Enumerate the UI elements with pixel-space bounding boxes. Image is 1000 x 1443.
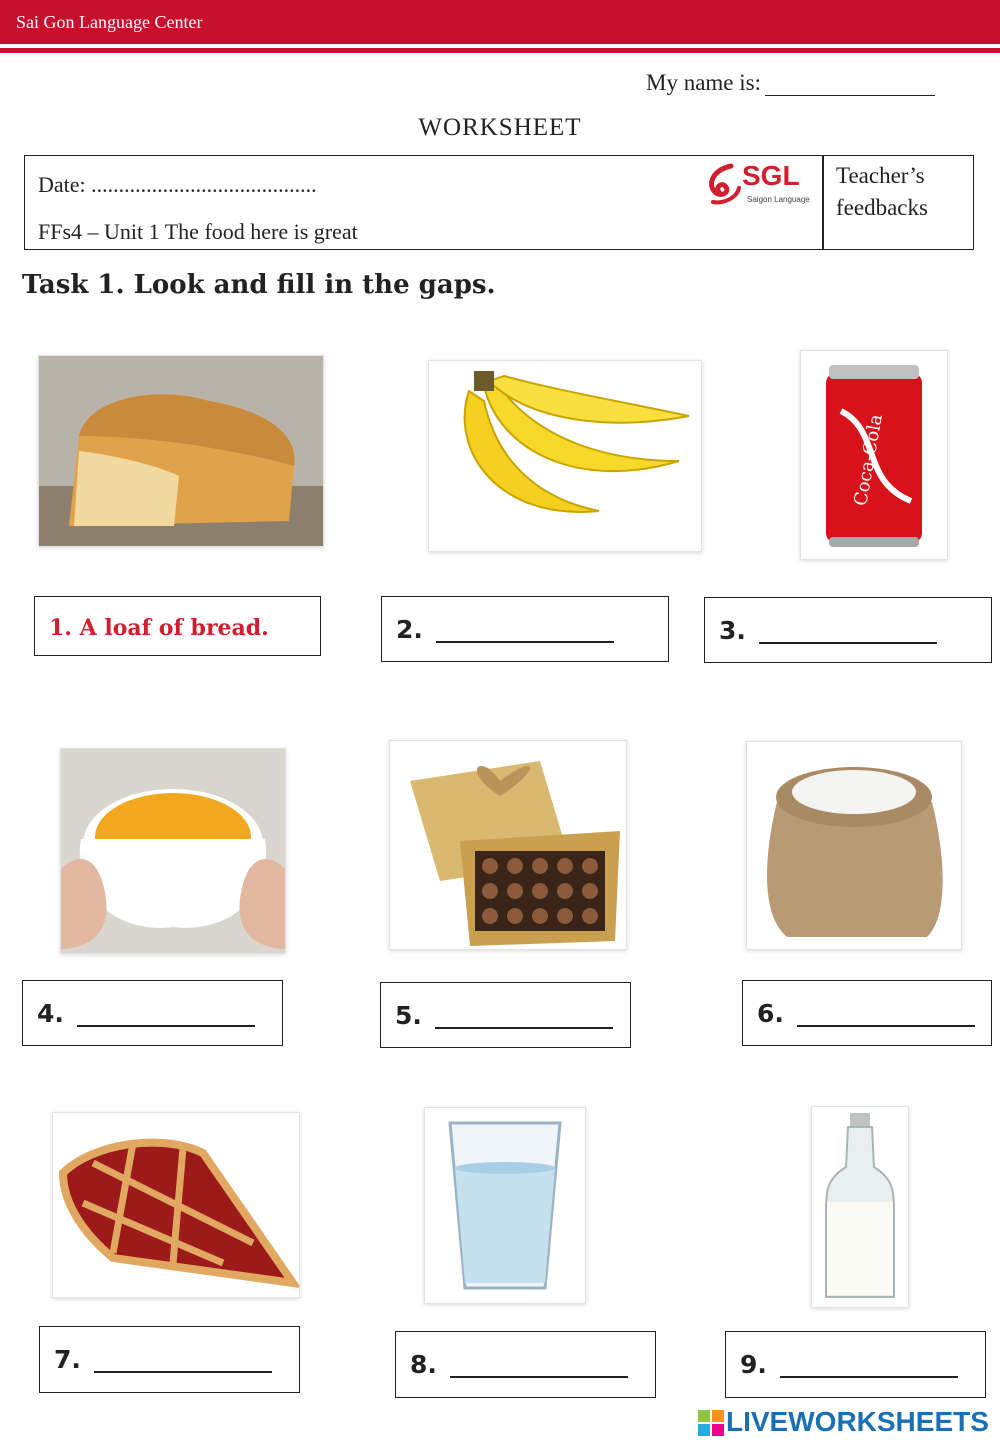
answer-box-3[interactable]: [704, 597, 992, 663]
bread-loaf-image: [38, 355, 324, 547]
answer-blank-4[interactable]: [77, 1025, 255, 1027]
answer-number-2: 2.: [396, 615, 423, 644]
header-underline: [0, 48, 1000, 53]
feedback-label: Teacher’s feedbacks: [836, 163, 928, 220]
answer-blank-6[interactable]: [797, 1025, 975, 1027]
answer-number-6: 6.: [757, 999, 784, 1028]
answer-text-1: 1. A loaf of bread.: [49, 615, 269, 641]
name-blank[interactable]: [765, 73, 935, 96]
answer-blank-8[interactable]: [450, 1376, 628, 1378]
answer-number-4: 4.: [37, 999, 64, 1028]
answer-number-7: 7.: [54, 1345, 81, 1374]
answer-number-3: 3.: [719, 616, 746, 645]
answer-box-5[interactable]: [380, 982, 631, 1048]
name-field: [646, 70, 935, 96]
box-of-chocolates-image: [389, 740, 627, 950]
sgl-swirl-icon: [703, 162, 743, 206]
unit-label: FFs4 – Unit 1 The food here is great: [38, 219, 358, 244]
svg-text:Coca-Cola: Coca-Cola: [850, 412, 887, 508]
task-title: Task 1. Look and fill in the gaps.: [22, 270, 496, 300]
logo-subtext: Saigon Language: [747, 195, 810, 204]
center-name: Sai Gon Language Center: [16, 12, 203, 32]
bowl-of-soup-image: [60, 748, 286, 954]
answer-box-2[interactable]: [381, 596, 669, 662]
page-title: WORKSHEET: [418, 114, 582, 141]
answer-blank-3[interactable]: [759, 642, 937, 644]
logo-text: SGL: [742, 160, 800, 191]
liveworksheets-brand: LIVEWORKSHEETS: [726, 1406, 989, 1437]
answer-box-6[interactable]: [742, 980, 992, 1046]
answer-blank-7[interactable]: [94, 1371, 272, 1373]
answer-number-5: 5.: [395, 1001, 422, 1030]
answer-blank-2[interactable]: [436, 641, 614, 643]
bananas-image: [428, 360, 702, 552]
bottle-of-milk-image: [811, 1106, 909, 1308]
soda-can-image: [800, 350, 948, 560]
answer-number-8: 8.: [410, 1350, 437, 1379]
header-table-divider: [822, 155, 824, 250]
answer-box-7[interactable]: [39, 1326, 300, 1393]
answer-box-4[interactable]: [22, 980, 283, 1046]
slice-of-pie-image: [52, 1112, 300, 1298]
date-label: Date: .........................................: [38, 172, 317, 197]
answer-box-9[interactable]: [725, 1331, 986, 1398]
answer-box-1: [34, 596, 321, 656]
glass-of-water-image: [424, 1107, 586, 1304]
answer-box-8[interactable]: [395, 1331, 656, 1398]
answer-blank-5[interactable]: [435, 1027, 613, 1029]
bag-of-flour-image: [746, 741, 962, 950]
name-label: My name is:: [646, 70, 761, 95]
answer-blank-9[interactable]: [780, 1376, 958, 1378]
liveworksheets-logo-icon: [698, 1410, 724, 1436]
answer-number-9: 9.: [740, 1350, 767, 1379]
